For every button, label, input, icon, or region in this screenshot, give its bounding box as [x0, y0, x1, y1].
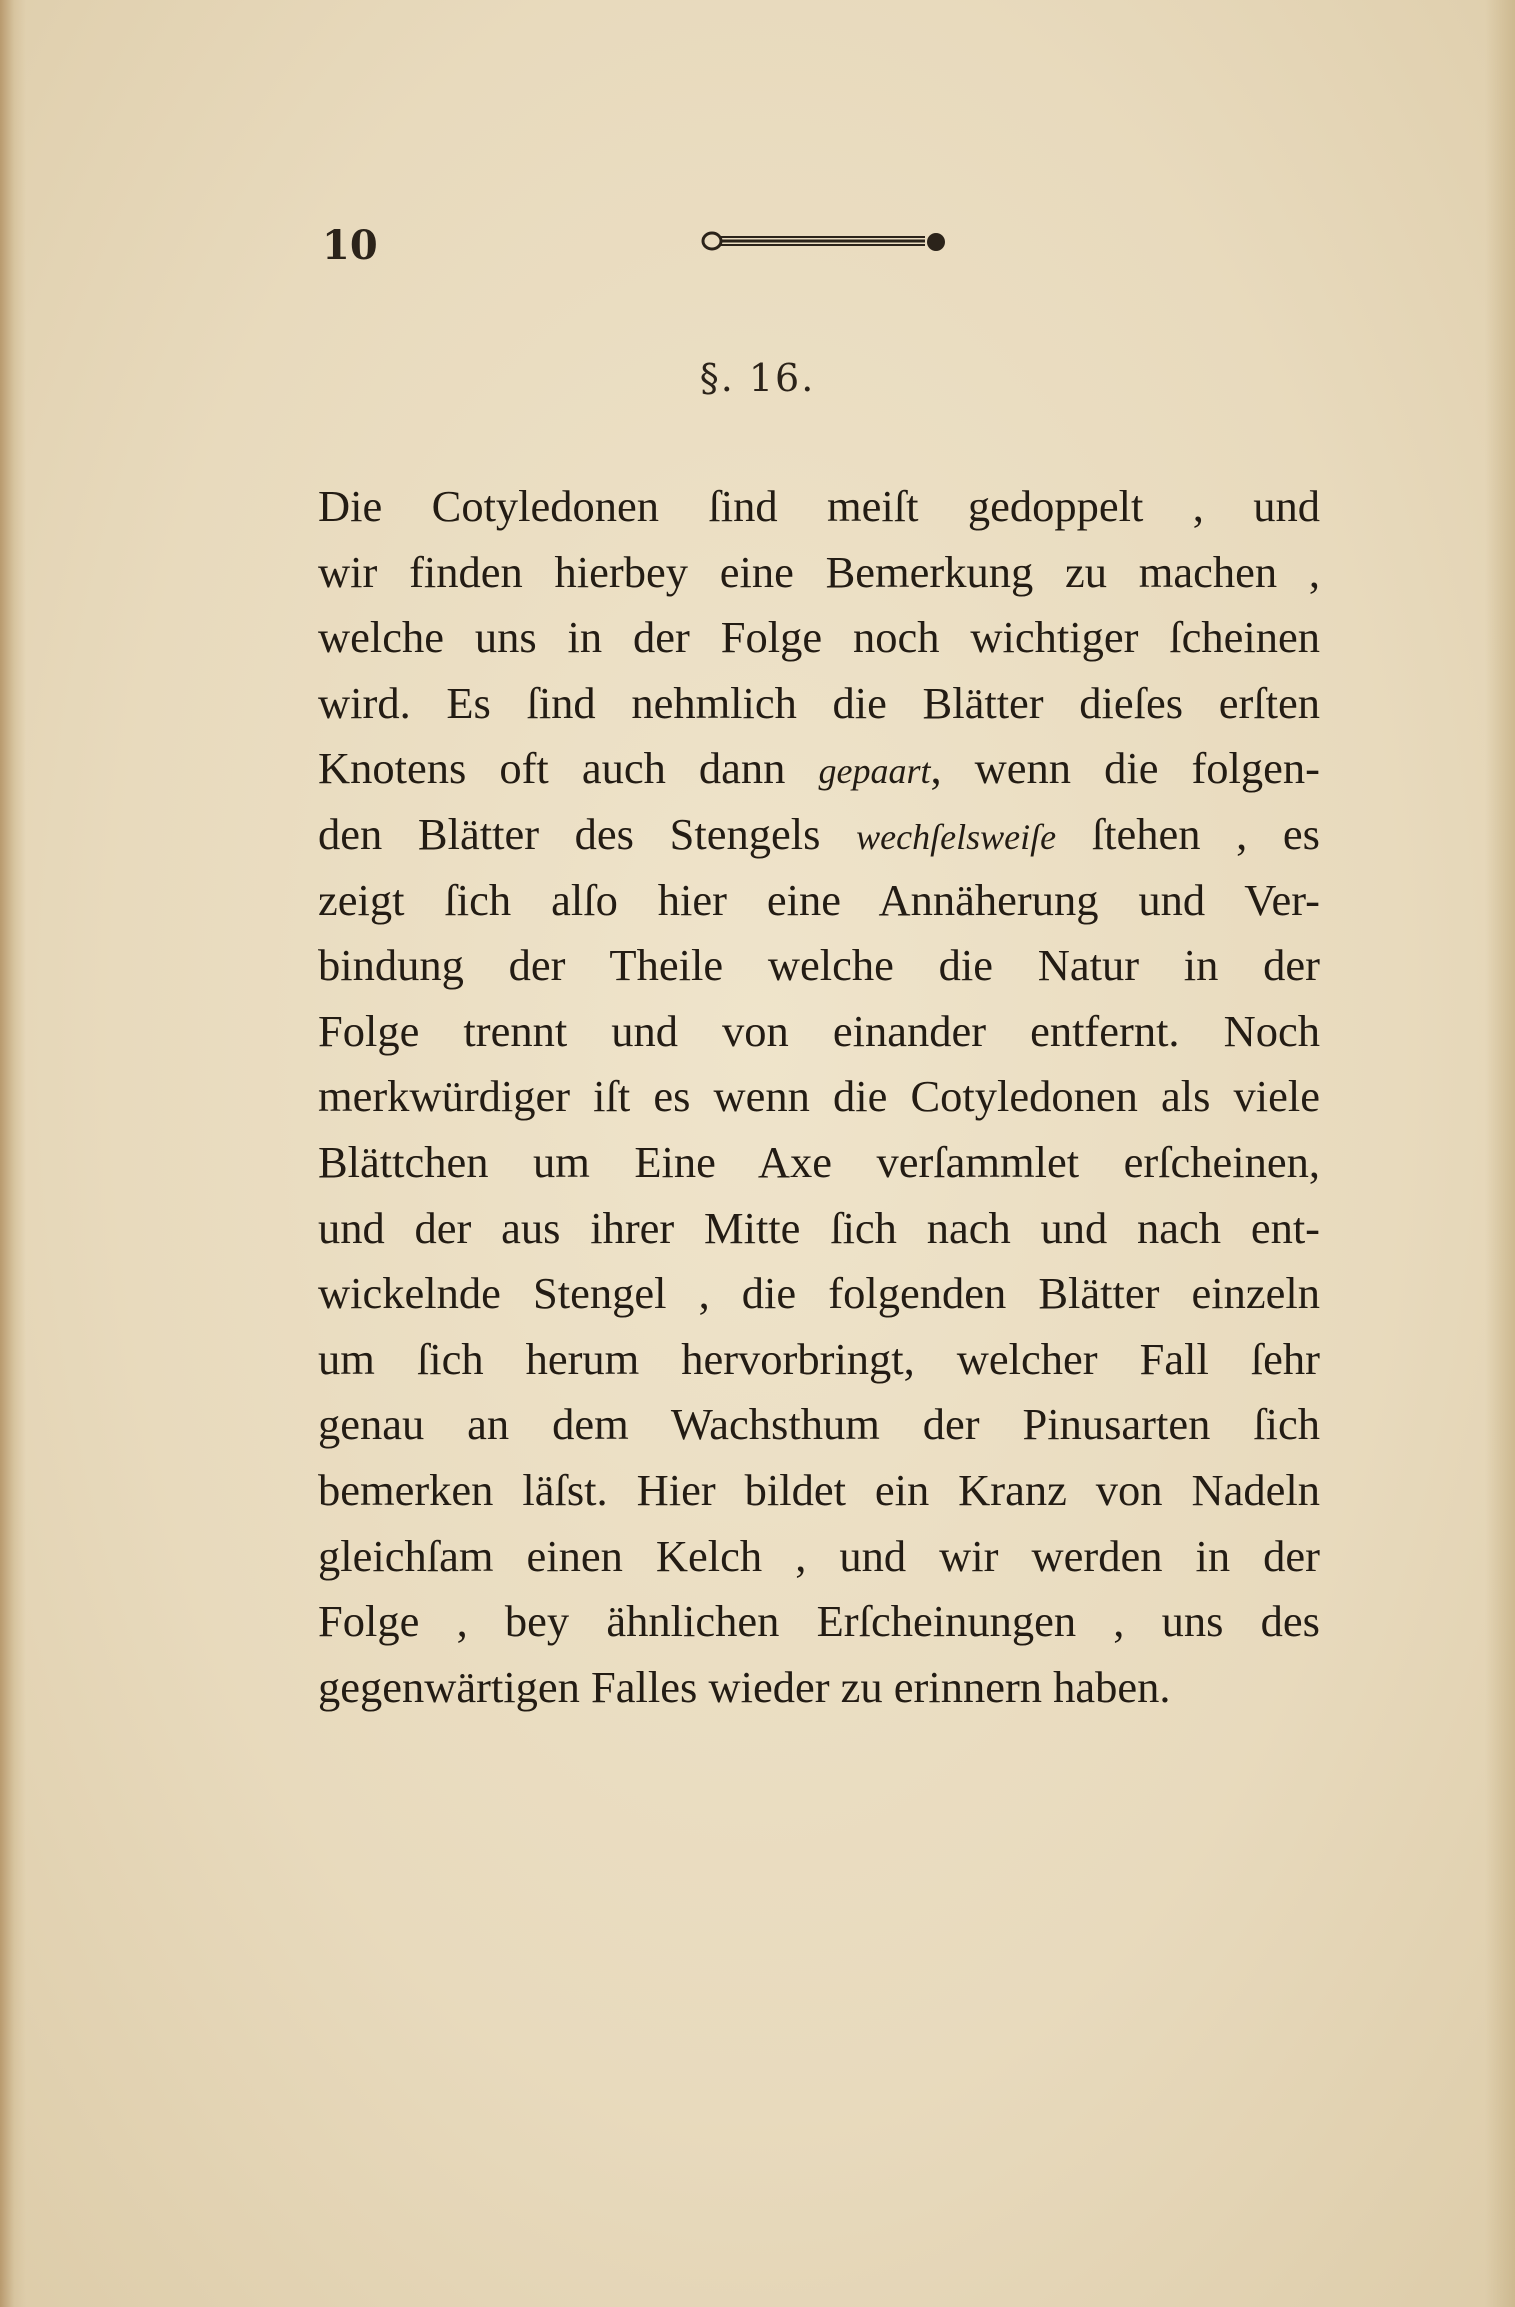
paragraph: [318, 474, 1320, 1720]
emphasis-wechselsweise: wechſelsweiſe: [856, 816, 1057, 857]
text-line: Folge , bey ähnlichen Erſcheinungen , uns des: [318, 1596, 1320, 1647]
text-line: welche uns in der Folge noch wichtiger ſcheinen: [318, 612, 1320, 663]
page-gutter-shadow: [0, 0, 26, 2307]
page-edge-shadow: [1485, 0, 1515, 2307]
text-line: wickelnde Stengel , die folgenden Blätter einzeln: [318, 1268, 1320, 1319]
text-line: genau an dem Wachsthum der Pinusarten ſich: [318, 1399, 1320, 1450]
text-line: Blättchen um Eine Axe verſammlet erſcheinen,: [318, 1136, 1320, 1187]
text-line: um ſich herum hervorbringt, welcher Fall ſehr: [318, 1333, 1320, 1384]
emphasis-gepaart: gepaart: [818, 751, 931, 792]
text-line: Die Cotyledonen ſind meiſt gedoppelt , und: [318, 481, 1320, 531]
text-line: zeigt ſich alſo hier eine Annäherung und Ver-: [318, 874, 1320, 925]
text-line: Knotens oft auch dann gepaart, wenn die folgen-: [318, 743, 1320, 794]
text-line: gegenwärtigen Falles wieder zu erinnern haben.: [318, 1661, 1171, 1712]
text-line: bemerken läſst. Hier bildet ein Kranz von Nadeln: [318, 1464, 1320, 1515]
text-line: Folge trennt und von einander entfernt. Noch: [318, 1005, 1320, 1056]
text-line: gleichſam einen Kelch , und wir werden in der: [318, 1530, 1320, 1581]
page-number: 10: [322, 222, 378, 269]
section-heading: §. 16.: [699, 356, 816, 400]
text-line: wird. Es ſind nehmlich die Blätter dieſes erſten: [318, 677, 1320, 728]
text-line: merkwürdiger iſt es wenn die Cotyledonen als viele: [318, 1071, 1320, 1122]
text-line: bindung der Theile welche die Natur in der: [318, 940, 1320, 991]
text-line: den Blätter des Stengels wechſelsweiſe ſtehen , es: [318, 808, 1321, 859]
text-line: wir finden hierbey eine Bemerkung zu machen ,: [318, 546, 1320, 597]
text-line: und der aus ihrer Mitte ſich nach und nach ent-: [318, 1202, 1320, 1253]
ornamental-rule-icon: [700, 226, 950, 256]
